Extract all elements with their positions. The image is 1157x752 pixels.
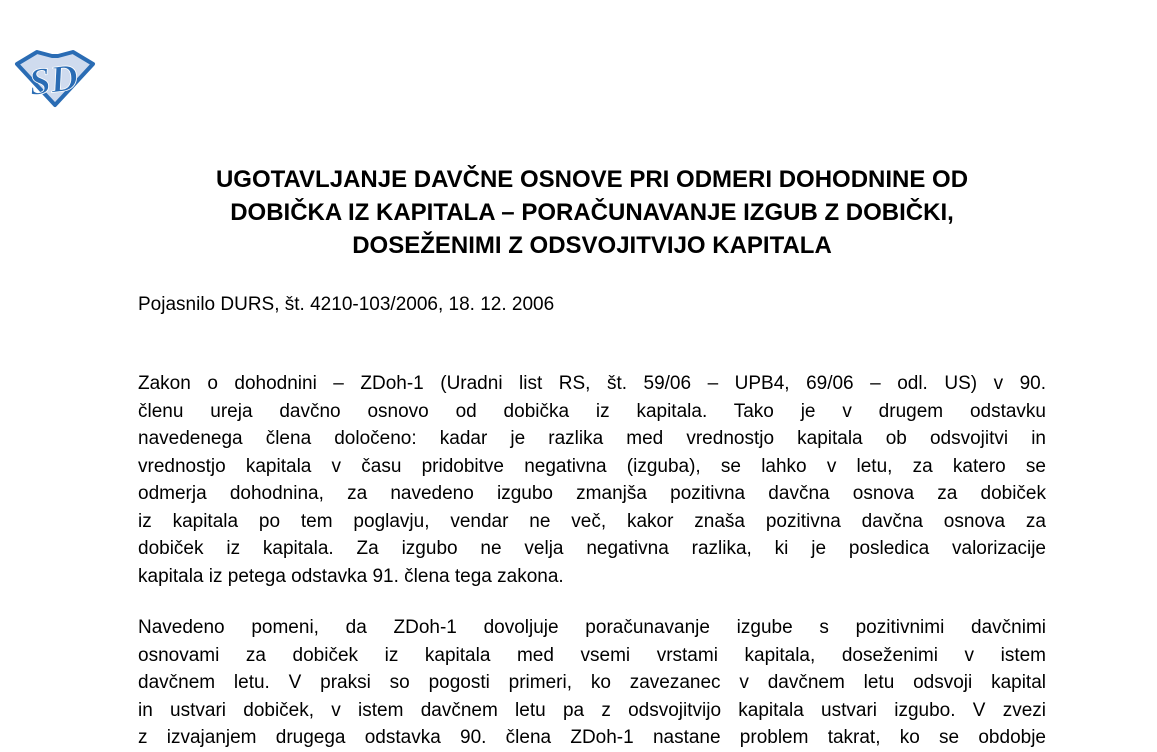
sd-logo-letters: SD bbox=[26, 56, 81, 104]
text-line: iz kapitala po tem poglavju, vendar ne več, kakor znaša pozitivna davčna osnova za bbox=[138, 510, 1046, 532]
title-line: DOSEŽENIMI Z ODSVOJITVIJO KAPITALA bbox=[352, 232, 832, 259]
text-line: dobiček iz kapitala. Za izgubo ne velja negativna razlika, ki je posledica valorizacije bbox=[138, 538, 1046, 559]
title-line: DOBIČKA IZ KAPITALA – PORAČUNAVANJE IZGUB Z DOBIČKI, bbox=[230, 199, 954, 226]
title-line: UGOTAVLJANJE DAVČNE OSNOVE PRI ODMERI DOHODNINE OD bbox=[215, 166, 969, 193]
text-line: Navedeno pomeni, da ZDoh-1 dovoljuje poračunavanje izgube s pozitivnimi davčnimi bbox=[138, 617, 1046, 638]
document-subtitle: Pojasnilo DURS, št. 4210-103/2006, 18. 12. 2006 bbox=[138, 294, 555, 315]
paragraph-2 bbox=[138, 614, 1046, 752]
paragraph-1 bbox=[138, 370, 1046, 590]
text-line: osnovami za dobiček iz kapitala med vsemi vrstami kapitala, doseženimi v istem bbox=[138, 644, 1046, 666]
text-line: kapitala iz petega odstavka 91. člena tega zakona. bbox=[138, 565, 564, 587]
text-line: členu ureja davčno osnovo od dobička iz kapitala. Tako je v drugem odstavku bbox=[138, 400, 1046, 422]
text-line: odmerja dohodnina, za navedeno izgubo zmanjša pozitivna davčna osnova za dobiček bbox=[138, 483, 1046, 504]
document-title bbox=[138, 163, 1046, 262]
text-line: navedenega člena določeno: kadar je razlika med vrednostjo kapitala ob odsvojitvi in bbox=[138, 428, 1046, 449]
text-line: in ustvari dobiček, v istem davčnem letu pa z odsvojitvijo kapitala ustvari izgubo. V zvezi bbox=[138, 699, 1046, 721]
sd-logo bbox=[14, 48, 96, 108]
text-line: Zakon o dohodnini – ZDoh-1 (Uradni list RS, št. 59/06 – UPB4, 69/06 – odl. US) v 90. bbox=[138, 373, 1046, 394]
text-line: z izvajanjem drugega odstavka 90. člena ZDoh-1 nastane problem takrat, ko se obdobje bbox=[138, 727, 1046, 748]
text-line: vrednostjo kapitala v času pridobitve negativna (izguba), se lahko v letu, za katero se bbox=[138, 455, 1046, 477]
text-line: davčnem letu. V praksi so pogosti primeri, ko zavezanec v davčnem letu odsvoji kapital bbox=[138, 672, 1046, 693]
sd-shield-icon bbox=[14, 48, 96, 108]
